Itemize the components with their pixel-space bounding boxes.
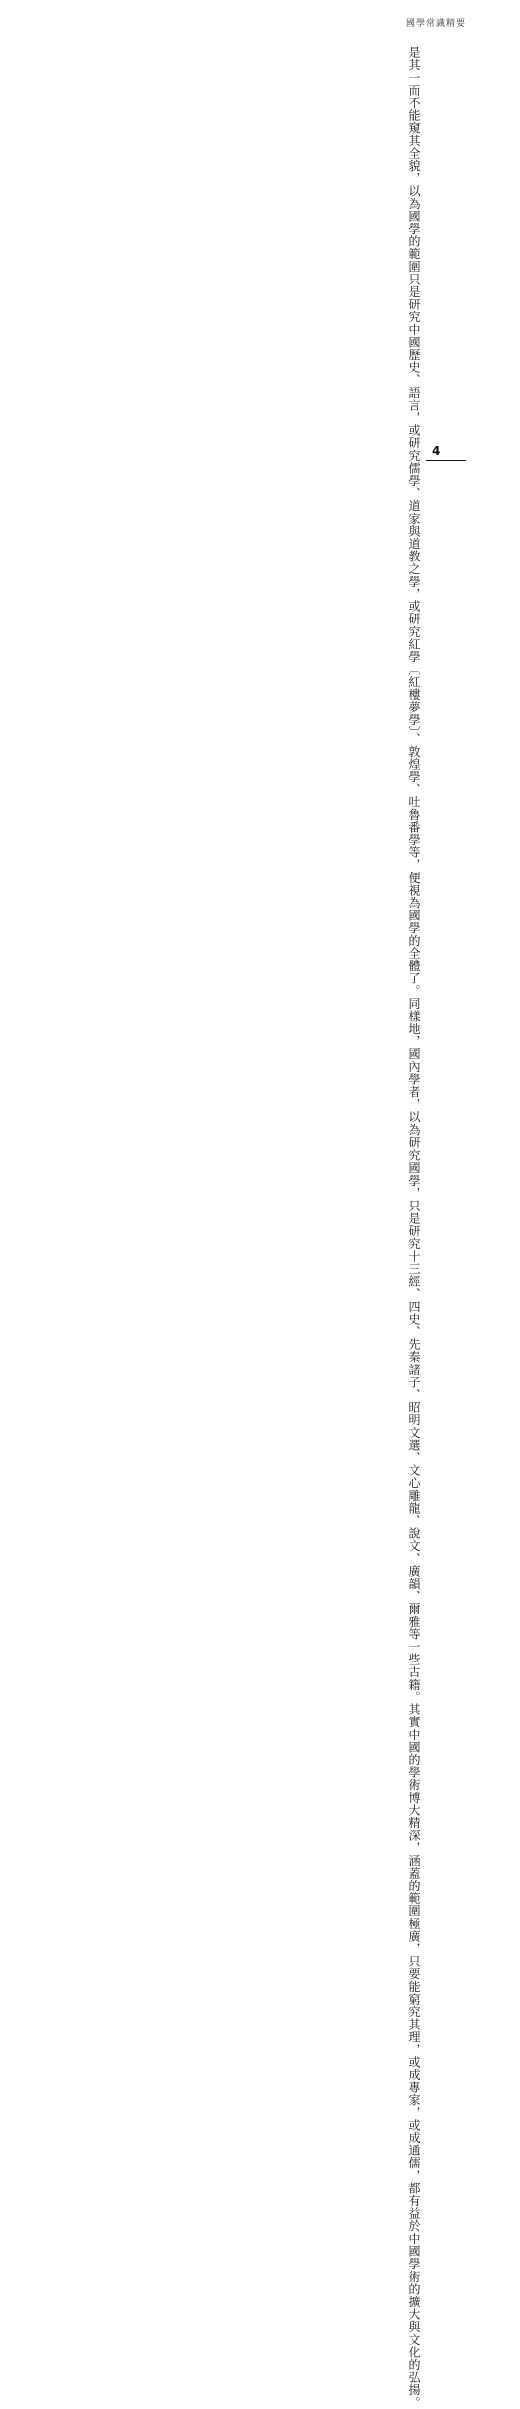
running-header: 國學常識精要: [405, 19, 466, 29]
text-column: 其實中國的學術博大精深，涵蓋的範圍極廣，只要能窮究其理，或成專家，或成通儒，都有益於中: [407, 1703, 421, 2246]
body-text: [398, 46, 424, 2409]
page-number-rule: [426, 460, 466, 461]
text-column: 是其一而不能窺其全貌，以為國學的範圍只是研究中國歷史、語言，或研究儒學、道家與道教之學，: [407, 46, 421, 601]
page-number: 4: [432, 444, 441, 458]
text-column: 或研究紅學〔紅樓夢學〕、敦煌學、吐魯番學等，便視為國學的全體了。同樣地，國內學者，以為研: [407, 600, 421, 1149]
text-column: 究國學，只是研究十三經、四史、先秦諸子、昭明文選、文心雕龍、說文、廣韻、爾雅等一些古籍。: [407, 1148, 421, 1704]
text-column: 國學術的擴大與文化的弘揚。: [407, 2245, 421, 2409]
